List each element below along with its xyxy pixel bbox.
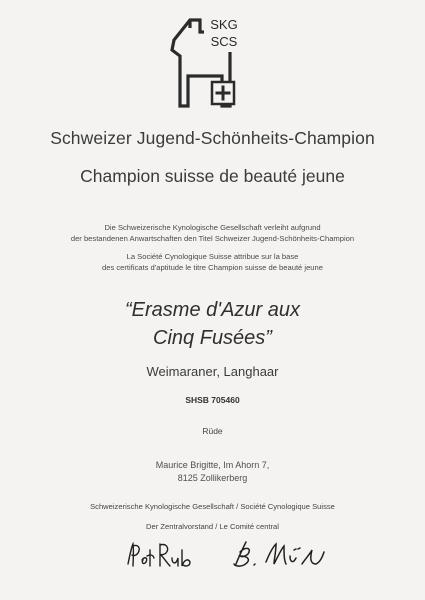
intro-german-line2: der bestandenen Anwartschaften den Titel Schweizer Jugend-Schönheits-Champion [70,233,355,243]
intro-text-german [0,223,425,244]
owner-name-address: Maurice Brigitte, Im Ahorn 7, [155,460,270,470]
owner-address [0,459,425,485]
skg-scs-logo-icon [168,10,250,108]
intro-text-french [0,252,425,273]
intro-french-line2: des certificats d'aptitude le titre Champion suisse de beauté jeune [102,262,323,272]
intro-french-line1: La Société Cynologique Suisse attribue sur la base [126,252,299,261]
logo-line1: SKG [210,17,238,32]
logo-line2: SCS [210,34,238,49]
intro-german-line1: Die Schweizerische Kynologische Gesellschaft verleiht aufgrund [104,223,321,232]
dog-sex: Rüde [202,426,223,436]
dog-name [0,296,425,352]
certificate-title-german: Schweizer Jugend-Schönheits-Champion [50,128,375,148]
issuing-society: Schweizerische Kynologische Gesellschaft / Société Cynologique Suisse [90,502,335,511]
dog-breed: Weimaraner, Langhaar [146,364,279,379]
signature-2 [226,538,330,572]
owner-city: 8125 Zollikerberg [177,473,248,483]
dog-name-line1: “Erasme d'Azur aux [125,299,300,321]
signature-1 [124,538,198,572]
dog-name-line2: Cinq Fusées” [153,327,272,349]
central-committee: Der Zentralvorstand / Le Comité central [146,522,279,531]
certificate-title-french: Champion suisse de beauté jeune [80,166,345,186]
registration-number: SHSB 705460 [185,395,240,405]
